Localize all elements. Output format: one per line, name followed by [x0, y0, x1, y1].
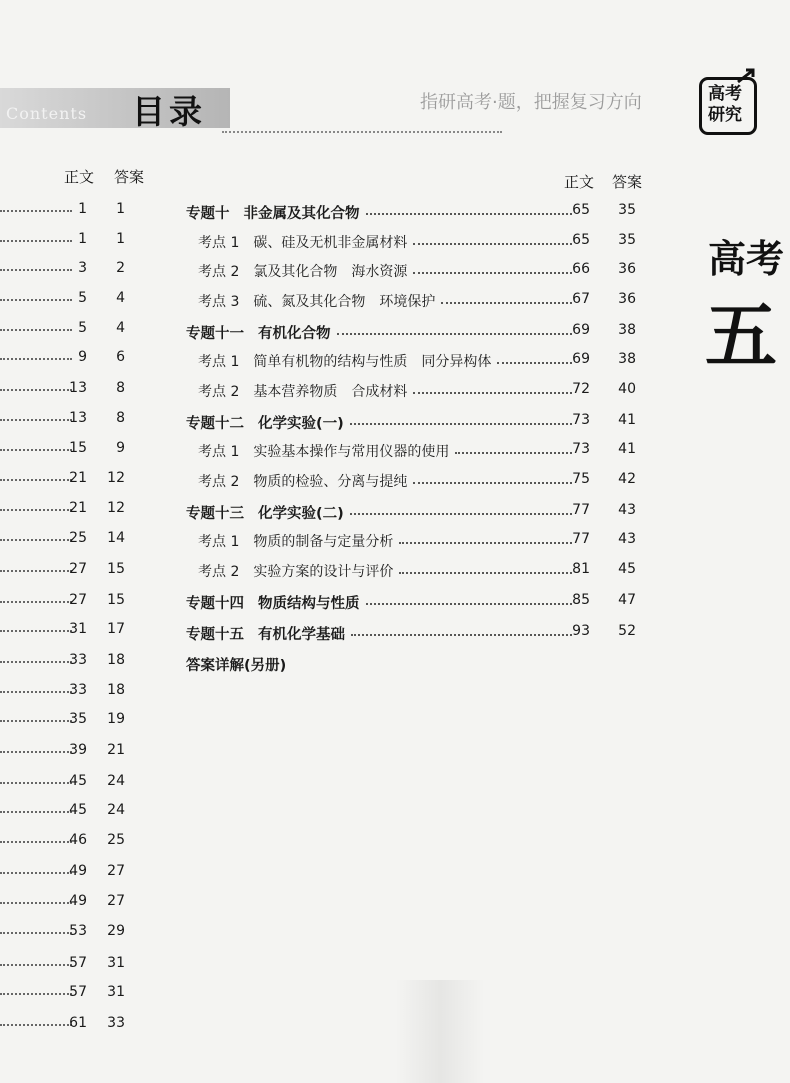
answer-page-number: 42: [618, 471, 636, 487]
leader-dots: [0, 1024, 72, 1026]
entry-label: 专题十四: [186, 596, 244, 612]
leader-dots: [0, 539, 72, 541]
left-toc-row: [0, 561, 150, 581]
toc-point-row: [186, 561, 648, 583]
leader-dots: [413, 392, 572, 394]
answer-page-number: 40: [618, 381, 636, 397]
page-number: 61: [69, 1015, 87, 1031]
toc-topic-row: [186, 623, 648, 645]
answer-page-number: 12: [107, 470, 125, 486]
entry-label: 考点 1: [198, 534, 240, 550]
header-divider: [222, 131, 502, 133]
entry-label: 专题十: [186, 206, 230, 222]
entry-name: 氯及其化合物 海水资源: [253, 264, 408, 280]
page-number: 57: [69, 955, 87, 971]
answer-page-number: 8: [116, 410, 125, 426]
entry-name: 基本营养物质 合成材料: [253, 384, 408, 400]
left-toc-row: [0, 231, 150, 251]
answer-page-number: 15: [107, 592, 125, 608]
leader-dots: [0, 509, 72, 511]
leader-dots: [0, 210, 72, 212]
left-toc-row: [0, 380, 150, 400]
entry-name: 物质结构与性质: [258, 596, 360, 612]
left-toc-row: [0, 773, 150, 793]
page-number: 5: [78, 320, 87, 336]
cover-title: 高考: [708, 236, 785, 281]
entry-label: 考点 2: [198, 564, 240, 580]
left-toc-row: [0, 955, 150, 975]
page-number: 73: [572, 441, 590, 457]
bleed-through-text: 指研高考·题，把握复习方向: [420, 92, 642, 113]
page-number: 39: [69, 742, 87, 758]
leader-dots: [399, 542, 572, 544]
leader-dots: [366, 603, 572, 605]
left-toc-row: [0, 290, 150, 310]
leader-dots: [0, 358, 72, 360]
page-number: 81: [572, 561, 590, 577]
page-number: 85: [572, 592, 590, 608]
page-number: 49: [69, 863, 87, 879]
left-toc-row: [0, 742, 150, 762]
entry-name: 有机化学基础: [258, 627, 345, 643]
toc-point-row: [186, 471, 648, 493]
left-toc-row: [0, 410, 150, 430]
page-number: 69: [572, 322, 590, 338]
answer-page-number: 41: [618, 412, 636, 428]
page-number: 13: [69, 410, 87, 426]
left-toc-row: [0, 500, 150, 520]
answer-page-number: 36: [618, 291, 636, 307]
page-number: 15: [69, 440, 87, 456]
answer-page-number: 4: [116, 320, 125, 336]
leader-dots: [0, 299, 72, 301]
page-number: 25: [69, 530, 87, 546]
answer-page-number: 8: [116, 380, 125, 396]
entry-label: 专题十二: [186, 416, 244, 432]
leader-dots: [0, 811, 72, 813]
page-number: 3: [78, 260, 87, 276]
left-toc-row: [0, 711, 150, 731]
gaokao-yanjiu-logo: [699, 77, 757, 135]
toc-point-row: [186, 351, 648, 373]
toc-entry-title: [186, 592, 364, 613]
left-toc-row: [0, 530, 150, 550]
entry-label: 考点 1: [198, 354, 240, 370]
left-toc-row: [0, 923, 150, 943]
leader-dots: [0, 389, 72, 391]
leader-dots: [0, 691, 72, 693]
answer-page-number: 47: [618, 592, 636, 608]
leader-dots: [351, 634, 572, 636]
toc-point-row: [186, 441, 648, 463]
leader-dots: [399, 572, 572, 574]
page-number: 27: [69, 561, 87, 577]
left-header-text: 正文: [64, 168, 95, 186]
toc-entry-title: [198, 561, 397, 581]
answer-page-number: 15: [107, 561, 125, 577]
left-toc-row: [0, 652, 150, 672]
left-toc-row: [0, 1015, 150, 1035]
answer-page-number: 1: [116, 201, 125, 217]
answer-page-number: 18: [107, 682, 125, 698]
toc-point-row: [186, 232, 648, 254]
left-toc-row: [0, 470, 150, 490]
page-number: 5: [78, 290, 87, 306]
page-number: 33: [69, 652, 87, 668]
left-toc-row: [0, 682, 150, 702]
answer-page-number: 52: [618, 623, 636, 639]
right-header-text: 正文: [564, 173, 595, 191]
leader-dots: [413, 272, 572, 274]
answer-page-number: 38: [618, 322, 636, 338]
leader-dots: [366, 213, 572, 215]
leader-dots: [0, 902, 72, 904]
toc-entry-title: [198, 232, 411, 252]
leader-dots: [497, 362, 572, 364]
entry-label: 考点 2: [198, 264, 240, 280]
logo-top-text: 高考: [708, 84, 742, 104]
page-number: 21: [69, 500, 87, 516]
answer-page-number: 17: [107, 621, 125, 637]
leader-dots: [0, 964, 72, 966]
leader-dots: [0, 841, 72, 843]
cover-big-char: 五: [705, 294, 778, 378]
page-fold-shadow: [395, 980, 485, 1083]
page-number: 66: [572, 261, 590, 277]
answer-page-number: 19: [107, 711, 125, 727]
left-toc-row: [0, 201, 150, 221]
page-number: 75: [572, 471, 590, 487]
toc-entry-title: [186, 502, 348, 523]
answer-page-number: 21: [107, 742, 125, 758]
entry-label: 专题十五: [186, 627, 244, 643]
entry-name: 碳、硅及无机非金属材料: [253, 235, 408, 251]
leader-dots: [0, 601, 72, 603]
answer-page-number: 43: [618, 502, 636, 518]
toc-entry-title: [198, 381, 411, 401]
answer-note: 答案详解(另册): [186, 658, 287, 674]
page-number: 77: [572, 531, 590, 547]
answer-page-number: 27: [107, 863, 125, 879]
toc-entry-title: [186, 322, 335, 343]
page-number: 77: [572, 502, 590, 518]
leader-dots: [0, 329, 72, 331]
toc-topic-row: [186, 322, 648, 344]
leader-dots: [413, 482, 572, 484]
page-number: 49: [69, 893, 87, 909]
toc-topic-row: [186, 502, 648, 524]
answer-page-number: 35: [618, 232, 636, 248]
page-number: 27: [69, 592, 87, 608]
page-number: 65: [572, 202, 590, 218]
left-toc-row: [0, 440, 150, 460]
leader-dots: [413, 243, 572, 245]
toc-point-row: [186, 381, 648, 403]
answer-page-number: 31: [107, 955, 125, 971]
page-number: 67: [572, 291, 590, 307]
leader-dots: [0, 240, 72, 242]
leader-dots: [0, 570, 72, 572]
entry-label: 考点 1: [198, 235, 240, 251]
leader-dots: [0, 872, 72, 874]
answer-page-number: 1: [116, 231, 125, 247]
answer-page-number: 31: [107, 984, 125, 1000]
answer-page-number: 12: [107, 500, 125, 516]
entry-name: 物质的检验、分离与提纯: [253, 474, 408, 490]
logo-arrow-icon: [736, 68, 756, 84]
page-title: 目录: [132, 92, 206, 131]
page-number: 13: [69, 380, 87, 396]
answer-page-number: 45: [618, 561, 636, 577]
left-toc-row: [0, 893, 150, 913]
answer-page-number: 41: [618, 441, 636, 457]
page-number: 93: [572, 623, 590, 639]
page-number: 1: [78, 201, 87, 217]
entry-label: 专题十一: [186, 326, 244, 342]
toc-entry-title: [186, 412, 348, 433]
answer-page-number: 18: [107, 652, 125, 668]
toc-point-row: [186, 531, 648, 553]
toc-point-row: [186, 261, 648, 283]
toc-topic-row: [186, 592, 648, 614]
leader-dots: [0, 782, 72, 784]
toc-topic-row: [186, 412, 648, 434]
entry-name: 非金属及其化合物: [243, 206, 360, 222]
toc-entry-title: [186, 202, 364, 223]
answer-page-number: 27: [107, 893, 125, 909]
toc-entry-title: [198, 261, 411, 281]
leader-dots: [441, 302, 572, 304]
entry-label: 考点 1: [198, 444, 240, 460]
entry-label: 考点 3: [198, 294, 240, 310]
page-number: 45: [69, 773, 87, 789]
left-toc-row: [0, 320, 150, 340]
page-number: 21: [69, 470, 87, 486]
page-number: 35: [69, 711, 87, 727]
toc-entry-title: [198, 441, 453, 461]
leader-dots: [0, 993, 72, 995]
page-number: 69: [572, 351, 590, 367]
left-header-answer: 答案: [114, 168, 145, 186]
page-number: 73: [572, 412, 590, 428]
toc-entry-title: [198, 351, 495, 371]
left-toc-row: [0, 592, 150, 612]
page-number: 9: [78, 349, 87, 365]
page-number: 53: [69, 923, 87, 939]
page-number: 65: [572, 232, 590, 248]
entry-name: 物质的制备与定量分析: [253, 534, 394, 550]
left-toc-row: [0, 802, 150, 822]
entry-name: 硫、氮及其化合物 环境保护: [253, 294, 436, 310]
entry-label: 考点 2: [198, 474, 240, 490]
left-toc-row: [0, 349, 150, 369]
logo-bottom-text: 研究: [708, 105, 742, 125]
answer-page-number: 38: [618, 351, 636, 367]
answer-page-number: 2: [116, 260, 125, 276]
page-number: 57: [69, 984, 87, 1000]
leader-dots: [0, 479, 72, 481]
leader-dots: [455, 452, 572, 454]
leader-dots: [350, 423, 572, 425]
page-number: 72: [572, 381, 590, 397]
page-number: 33: [69, 682, 87, 698]
entry-label: 专题十三: [186, 506, 244, 522]
left-toc-row: [0, 260, 150, 280]
answer-page-number: 9: [116, 440, 125, 456]
right-header-answer: 答案: [612, 173, 643, 191]
leader-dots: [0, 932, 72, 934]
leader-dots: [337, 333, 572, 335]
answer-page-number: 36: [618, 261, 636, 277]
leader-dots: [0, 661, 72, 663]
entry-name: 简单有机物的结构与性质 同分异构体: [253, 354, 492, 370]
page-number: 1: [78, 231, 87, 247]
answer-page-number: 4: [116, 290, 125, 306]
toc-entry-title: [198, 531, 397, 551]
toc-entry-title: [198, 471, 411, 491]
page-number: 45: [69, 802, 87, 818]
answer-page-number: 33: [107, 1015, 125, 1031]
answer-page-number: 24: [107, 802, 125, 818]
answer-page-number: 6: [116, 349, 125, 365]
leader-dots: [0, 720, 72, 722]
left-toc-row: [0, 863, 150, 883]
answer-page-number: 35: [618, 202, 636, 218]
left-toc-row: [0, 621, 150, 641]
leader-dots: [0, 419, 72, 421]
contents-label: Contents: [6, 104, 88, 123]
left-toc-row: [0, 832, 150, 852]
toc-point-row: [186, 291, 648, 313]
leader-dots: [0, 269, 72, 271]
leader-dots: [0, 449, 72, 451]
entry-name: 化学实验(二): [258, 506, 344, 522]
leader-dots: [0, 630, 72, 632]
toc-topic-row: [186, 202, 648, 224]
toc-entry-title: [186, 623, 349, 644]
entry-name: 有机化合物: [258, 326, 331, 342]
leader-dots: [350, 513, 572, 515]
left-toc-row: [0, 984, 150, 1004]
page-number: 46: [69, 832, 87, 848]
toc-entry-title: [198, 291, 439, 311]
entry-name: 实验方案的设计与评价: [253, 564, 394, 580]
answer-page-number: 14: [107, 530, 125, 546]
page-number: 31: [69, 621, 87, 637]
answer-page-number: 29: [107, 923, 125, 939]
answer-page-number: 43: [618, 531, 636, 547]
entry-name: 实验基本操作与常用仪器的使用: [253, 444, 450, 460]
answer-page-number: 25: [107, 832, 125, 848]
entry-name: 化学实验(一): [258, 416, 344, 432]
answer-page-number: 24: [107, 773, 125, 789]
leader-dots: [0, 751, 72, 753]
entry-label: 考点 2: [198, 384, 240, 400]
